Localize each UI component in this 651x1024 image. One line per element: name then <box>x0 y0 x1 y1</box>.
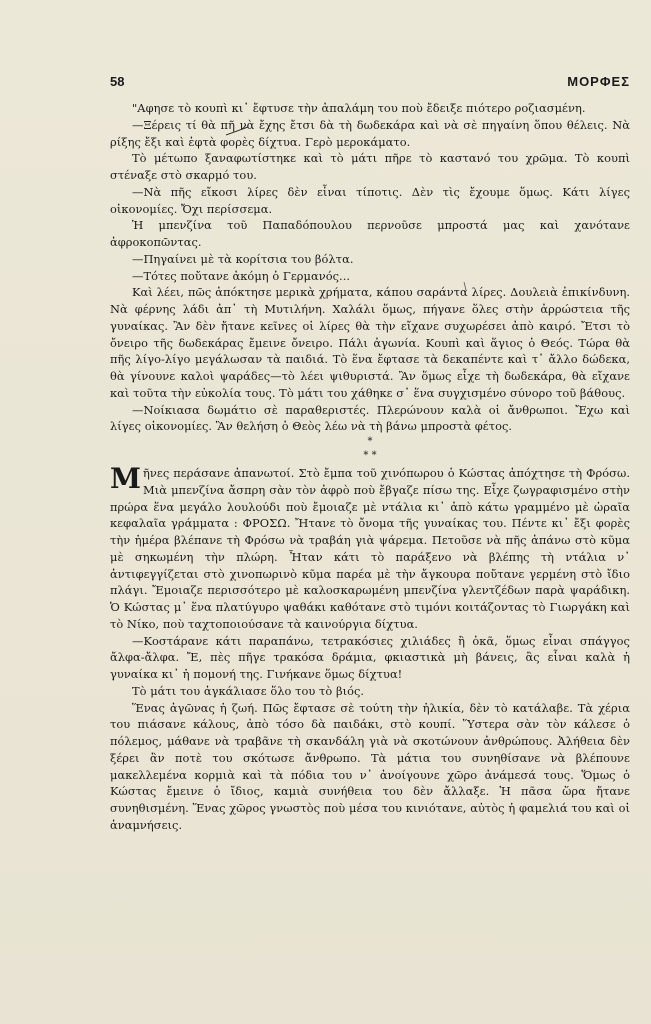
paragraph: —Τότες ποὔτανε ἀκόμη ὁ Γερμανός... <box>132 268 351 283</box>
running-title: ΜΟΡΦΕΣ <box>567 74 630 89</box>
paragraph: —Νοίκιασα δωμάτιο σὲ παραθεριστές. Πλερώνουν καλὰ οἱ ἄνθρωποι. Ἔχω καὶ λίγες οἰκονομίες. Ἂν θελήση ὁ Θεὸς λέω νὰ τὴ βάνω μπροστὰ φέτος. <box>110 402 630 434</box>
paragraph: Τὸ μάτι του ἀγκάλιασε ὅλο του τὸ βιός. <box>132 683 365 698</box>
dropcap-paragraph <box>110 462 630 633</box>
paragraph: —Ξέρεις τί θὰ πῆ νὰ ἔχης ἔτσι δὰ τὴ δωδεκάρα καὶ νὰ σὲ πηγαίνη ὅπου θέλεις. Νὰ ρίξης ἔξι καὶ ἑφτὰ φορὲς δίχτυα. Γερὸ μεροκάματο. <box>110 117 630 149</box>
paragraph: "Αφησε τὸ κουπὶ κι᾽ ἔφτυσε τὴν ἀπαλάμη του ποὺ ἔδειξε πιότερο ροζιασμένη. <box>132 101 586 115</box>
paragraph: Ἡ μπενζίνα τοῦ Παπαδόπουλου περνοῦσε μπροστά μας καὶ χανότανε ἀφροκοπῶντας. <box>110 218 630 249</box>
paragraph: —Πηγαίνει μὲ τὰ κορίτσια του βόλτα. <box>132 251 354 266</box>
page-number: 58 <box>110 74 125 89</box>
section-break-asterisks: * * * <box>363 436 377 461</box>
paragraph: Καὶ λέει, πῶς ἀπόκτησε μερικὰ χρήματα, κάπου σαράντα λίρες. Δουλειὰ ἐπικίνδυνη. Νὰ φέρνης λάδι ἀπ᾽ τὴ Μυτιλήνη. Χαλάλι ὅμως, πήγανε ὅλες στὴν ἀρρώστεια τῆς γυναίκας. Ἂν δὲν ἤτανε κεῖνες οἱ λίρες θὰ τὴν εἴχανε συχωρέσει ἀπὸ καιρό. Ἔτσι τὸ ὄνειρο τῆς δωδεκάρας ἔμεινε ὄνειρο. Πάλι ἀγωνία. Κουπὶ καὶ ἅγιος ὁ Θεός. Τώρα θὰ πῆς λίγο-λίγο μεγάλωσαν τὰ παιδιά. Τὸ ἕνα ἔφτασε τὰ δεκαπέντε καὶ τ᾽ ἄλλο δώδεκα, θὰ γίνουνε καλοὶ ψαράδες—τὸ λέει ψιθυριστά. Ἂν ὅμως εἶχε τὴ δωδεκάρα, θὰ εἴχανε καὶ τοῦτα τὴν εὐκολία τους. Τὸ μάτι του χάθηκε σ᾽ ἕνα συγχισμένο σύνορο τοῦ βάθους. <box>110 285 630 400</box>
paragraph: —Νὰ πῆς εἴκοσι λίρες δὲν εἶναι τίποτις. Δὲν τὶς ἔχουμε ὅμως. Κάτι λίγες οἰκονομίες. Ὄχι περίσσεμα. <box>110 184 630 216</box>
dropcap-letter: Μ <box>110 462 142 495</box>
article-body <box>110 100 630 834</box>
paragraph: —Κοστάρανε κάτι παραπάνω, τετρακόσιες χιλιάδες ἢ ὀκᾶ, ὅμως εἶναι σπάγγος ἄλφα-ἄλφα. Ἔ, πὲς πῆγε τρακόσα δράμια, φκιαστικὰ μὴ βάνεις, ἂς εἶναι καλὰ ἡ γυναίκα κι᾽ ἡ πομονή της. Γινήκανε ὅμως δίχτυα! <box>110 633 630 681</box>
page-header <box>110 74 630 94</box>
paragraph: Τὸ μέτωπο ξαναφωτίστηκε καὶ τὸ μάτι πῆρε τὸ καστανό του χρῶμα. Τὸ κουπὶ στέναξε στὸ σκαρμό του. <box>110 151 630 182</box>
paragraph: Ἕνας ἀγῶνας ἡ ζωή. Πῶς ἔφτασε σὲ τούτη τὴν ἡλικία, δὲν τὸ κατάλαβε. Τὰ χέρια του πιάσανε κάλους, ἀπὸ τόσο δὰ παιδάκι, στὸ κουπί. Ὕστερα σὰν τὸν κάλεσε ὁ πόλεμος, μάθανε νὰ τραβᾶνε τὴ σκανδάλη γιὰ νὰ σκοτώνουν ἀνθρώπους. Ἀλήθεια δὲν ξέρει ἂν ποτὲ του σκότωσε ἄνθρωπο. Τὰ μάτια του συνηθίσανε νὰ βλέπουνε μακελλεμένα κορμιὰ καὶ τὰ πόδια του ν᾽ ἀνοίγουνε χῶρο ἀνάμεσά τους. Ὅμως ὁ Κώστας ἔμεινε ὁ ἴδιος, καμιὰ συνήθεια του δὲν ἄλλαξε. Ἡ πᾶσα ὥρα ἤτανε συνηθισμένη. Ἕνας χῶρος γνωστὸς ποὺ μέσα του κινιότανε, αὐτὸς ἡ φαμελιά του καὶ οἱ ἀναμνήσεις. <box>110 700 630 832</box>
dropcap-text: ῆνες περάσανε ἀπανωτοί. Στὸ ἔμπα τοῦ χινόπωρου ὁ Κώστας ἀπόχτησε τὴ Φρόσω. Μιὰ μπενζίνα ἄσπρη σὰν τὸν ἀφρὸ ποὺ ἔβγαζε πίσω της. Εἶχε ζωγραφισμένο στὴν πρώρα ἕνα μεγάλο λουλούδι ποὺ ἔμοιαζε μὲ ντάλια κι᾽ ἀπὸ κάτω γραμμένο μὲ ὡραῖα κεφαλαῖα γράμματα : ΦΡΟΣΩ. Ἤτανε τὸ ὄνομα τῆς γυναίκας του. Πέντε κι᾽ ἔξι φορὲς τὴν ἡμέρα βλέπανε τὴ Φρόσω νὰ τραβάη γιὰ ψάρεμα. Πετοῦσε νὰ πῆς ἀπάνω στὸ κῦμα μὲ σηκωμένη τὴν πλώρη. Ἦταν κάτι τὸ παράξενο νὰ βλέπης τὴ ντάλια ν᾽ ἀντιφεγγίζεται στὸ χινοπωρινὸ κῦμα παρέα μὲ τὴν ἄγκουρα ποὔτανε γερμένη στὸ ἴδιο πλάγι. Ἔμοιαζε περισσότερο μὲ καλοσκαρωμένη μπενζίνα γλεντζέδων παρὰ ψαράδικη. Ὁ Κώστας μ᾽ ἕνα πλατύγυρο ψαθάκι καθότανε στὸ τιμόνι κοιτάζοντας τὸ Γιωργάκη καὶ τὸ Νίκο, ποὺ ταχτοποιούσανε τὰ καινούργια δίχτυα. <box>110 466 630 631</box>
